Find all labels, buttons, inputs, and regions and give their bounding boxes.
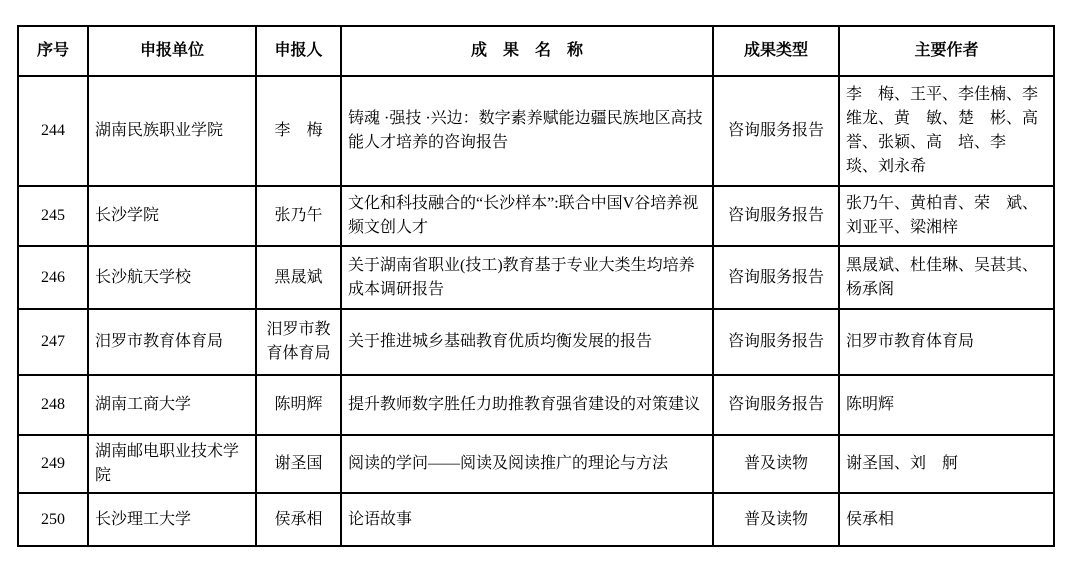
cell-no: 248 xyxy=(18,375,88,435)
header-cell-unit: 申报单位 xyxy=(88,26,256,76)
header-cell-no: 序号 xyxy=(18,26,88,76)
cell-unit: 汨罗市教育体育局 xyxy=(88,309,256,375)
cell-applicant: 侯承相 xyxy=(256,493,341,546)
cell-unit: 长沙航天学校 xyxy=(88,246,256,309)
table-row xyxy=(18,309,1054,375)
cell-applicant: 黑晟斌 xyxy=(256,246,341,309)
cell-applicant: 李 梅 xyxy=(256,76,341,186)
header-cell-applicant: 申报人 xyxy=(256,26,341,76)
cell-authors: 侯承相 xyxy=(839,493,1054,546)
cell-authors: 张乃午、黄柏青、荣 斌、刘亚平、梁湘梓 xyxy=(839,186,1054,246)
cell-type: 咨询服务报告 xyxy=(713,76,839,186)
cell-type: 咨询服务报告 xyxy=(713,186,839,246)
cell-title: 论语故事 xyxy=(341,493,713,546)
cell-applicant: 陈明辉 xyxy=(256,375,341,435)
header-cell-type: 成果类型 xyxy=(713,26,839,76)
cell-applicant: 谢圣国 xyxy=(256,435,341,493)
cell-no: 249 xyxy=(18,435,88,493)
cell-type: 咨询服务报告 xyxy=(713,246,839,309)
cell-no: 250 xyxy=(18,493,88,546)
cell-authors: 李 梅、王平、李佳楠、李维龙、黄 敏、楚 彬、高誉、张颖、高 培、李 琰、刘永希 xyxy=(839,76,1054,186)
cell-applicant: 汨罗市教育体育局 xyxy=(256,309,341,375)
cell-no: 244 xyxy=(18,76,88,186)
cell-unit: 长沙学院 xyxy=(88,186,256,246)
table-row xyxy=(18,76,1054,186)
cell-unit: 湖南工商大学 xyxy=(88,375,256,435)
table-row xyxy=(18,246,1054,309)
cell-type: 咨询服务报告 xyxy=(713,309,839,375)
cell-title: 文化和科技融合的“长沙样本”:联合中国V谷培养视频文创人才 xyxy=(341,186,713,246)
cell-type: 普及读物 xyxy=(713,435,839,493)
cell-title: 关于湖南省职业(技工)教育基于专业大类生均培养成本调研报告 xyxy=(341,246,713,309)
cell-title: 铸魂 ·强技 ·兴边：数字素养赋能边疆民族地区高技能人才培养的咨询报告 xyxy=(341,76,713,186)
cell-unit: 湖南邮电职业技术学院 xyxy=(88,435,256,493)
header-cell-authors: 主要作者 xyxy=(839,26,1054,76)
results-table xyxy=(17,25,1055,547)
cell-authors: 黑晟斌、杜佳琳、吴甚其、杨承阁 xyxy=(839,246,1054,309)
cell-authors: 陈明辉 xyxy=(839,375,1054,435)
table-row xyxy=(18,186,1054,246)
cell-type: 普及读物 xyxy=(713,493,839,546)
cell-authors: 谢圣国、刘 舸 xyxy=(839,435,1054,493)
cell-no: 247 xyxy=(18,309,88,375)
table-header-row xyxy=(18,26,1054,76)
cell-title: 关于推进城乡基础教育优质均衡发展的报告 xyxy=(341,309,713,375)
table-row xyxy=(18,375,1054,435)
table-row xyxy=(18,493,1054,546)
table-row xyxy=(18,435,1054,493)
cell-no: 246 xyxy=(18,246,88,309)
header-cell-title: 成 果 名 称 xyxy=(341,26,713,76)
cell-no: 245 xyxy=(18,186,88,246)
cell-applicant: 张乃午 xyxy=(256,186,341,246)
cell-unit: 长沙理工大学 xyxy=(88,493,256,546)
cell-type: 咨询服务报告 xyxy=(713,375,839,435)
cell-authors: 汨罗市教育体育局 xyxy=(839,309,1054,375)
cell-title: 提升教师数字胜任力助推教育强省建设的对策建议 xyxy=(341,375,713,435)
cell-unit: 湖南民族职业学院 xyxy=(88,76,256,186)
cell-title: 阅读的学问——阅读及阅读推广的理论与方法 xyxy=(341,435,713,493)
